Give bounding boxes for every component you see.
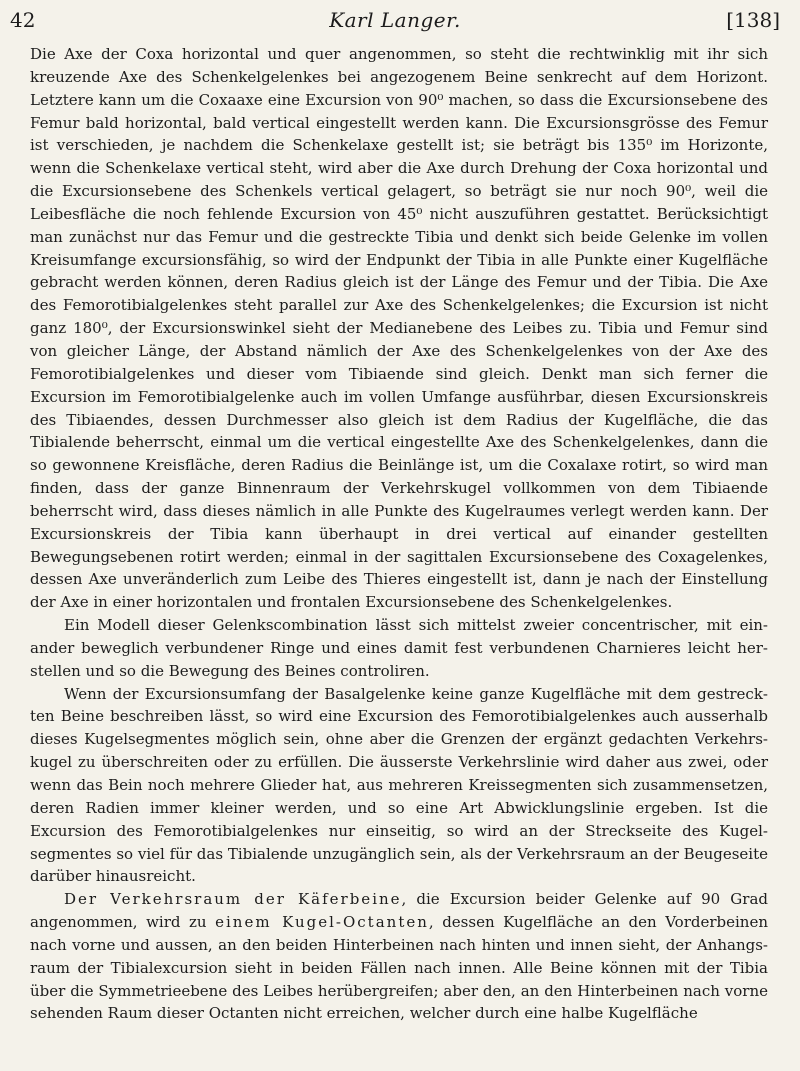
original-page-number: [138] — [726, 8, 780, 32]
body-text — [30, 43, 768, 1025]
running-title: Karl Langer. — [329, 8, 461, 32]
page-number: 42 — [10, 8, 36, 32]
paragraph-4 — [30, 888, 768, 1025]
emphasis-verkehrsraum: Der Verkehrsraum der Käferbeine — [64, 890, 402, 909]
paragraph-4-text-2: , dessen Kugelfläche an den Vorderbeinen nach vorne und aussen, an den beiden Hinterbeinen nach hinten und innen sieht, der Anhangsraum der Tibialexcursion sieht in beiden Fällen nach innen. Alle Beine können mit der Tibia über die Symmetrieebene des Leibes herübergreifen; aber den, an den Hinterbeinen nach vorne sehenden Raum dieser Octanten nicht erreichen, welcher durch eine halbe Kugelfläche — [30, 913, 768, 1023]
paragraph-4-text-1: , die Excursion beider Gelenke auf 90 Grad angenommen, wird zu — [30, 890, 768, 932]
running-header — [10, 8, 780, 34]
paragraph-1: Die Axe der Coxa horizontal und quer angenommen, so steht die rechtwinklig mit ihr sich kreuzende Axe des Schenkelgelenkes bei angezogenem Beine senkrecht auf dem Horizont. Letztere kann um die Coxaaxe eine Excursion von 90⁰ machen, so dass die Excursionsebene des Femur bald horizontal, bald vertical eingestellt werden kann. Die Excursionsgrösse des Femur ist verschieden, je nachdem die Schenkelaxe gestellt ist; sie beträgt bis 135⁰ im Horizonte, wenn die Schenkelaxe vertical steht, wird aber die Axe durch Drehung der Coxa horizontal und die Excursionsebene des Schenkels vertical gelagert, so beträgt sie nur noch 90⁰, weil die Leibesfläche die noch fehlende Excursion von 45⁰ nicht auszuführen gestattet. Berücksichtigt man zunächst nur das Femur und die gestreckte Tibia und denkt sich beide Gelenke im vollen Kreisumfange excursionsfähig, so wird der Endpunkt der Tibia in alle Punkte einer Kugelfläche gebracht werden können, deren Radius gleich ist der Länge des Femur und der Tibia. Die Axe des Femorotibialgelenkes steht parallel zur Axe des Schenkelgelenkes; die Excursion ist nicht ganz 180⁰, der Excursionswinkel sieht der Medianebene des Leibes zu. Tibia und Femur sind von gleicher Länge, der Abstand nämlich der Axe des Schenkelgelenkes von der Axe des Femorotibialgelenkes und dieser vom Tibiaende sind gleich. Denkt man sich ferner die Excursion im Femorotibialgelenke auch im vollen Umfange ausführbar, diesen Excursionskreis des Tibiaendes, dessen Durchmesser also gleich ist dem Radius der Kugelfläche, die das Tibialende beherrscht, einmal um die vertical eingestellte Axe des Schenkelgelenkes, dann die so gewonnene Kreisfläche, deren Radius die Beinlänge ist, um die Coxalaxe rotirt, so wird man finden, dass der ganze Binnenraum der Verkehrskugel vollkommen von dem Tibiaende beherrscht wird, dass dieses nämlich in alle Punkte des Kugelraumes verlegt werden kann. Der Excursionskreis der Tibia kann überhaupt in drei vertical auf einander gestellten Bewegungsebenen rotirt werden; einmal in der sagittalen Excursionsebene des Coxagelenkes, dessen Axe unveränderlich zum Leibe des Thieres eingestellt ist, dann je nach der Einstellung der Axe in einer horizontalen und frontalen Excursionsebene des Schenkelgelenkes. — [30, 45, 768, 612]
paragraph-3: Wenn der Excursionsumfang der Basalgelenke keine ganze Kugelfläche mit dem gestreckten Beine beschreiben lässt, so wird eine Excursion des Femorotibialgelenkes auch ausserhalb dieses Kugelsegmentes möglich sein, ohne aber die Grenzen der ergänzt gedachten Verkehrskugel zu überschreiten oder zu erfüllen. Die äusserste Verkehrslinie wird daher aus zwei, oder wenn das Bein noch mehrere Glieder hat, aus mehreren Kreissegmenten sich zusammensetzen, deren Radien immer kleiner werden, und so eine Art Abwicklungslinie ergeben. Ist die Excursion des Femorotibialgelenkes nur einseitig, so wird an der Streckseite des Kugelsegmentes so viel für das Tibialende unzugänglich sein, als der Verkehrsraum an der Beugeseite darüber hinausreicht. — [30, 684, 768, 886]
emphasis-kugel-octanten: einem Kugel-Octanten — [215, 913, 429, 932]
paragraph-2: Ein Modell dieser Gelenkscombination lässt sich mittelst zweier concentrischer, mit einander beweglich verbundener Ringe und eines damit fest verbundenen Charnieres leicht herstellen und so die Bewegung des Beines controliren. — [30, 616, 768, 680]
